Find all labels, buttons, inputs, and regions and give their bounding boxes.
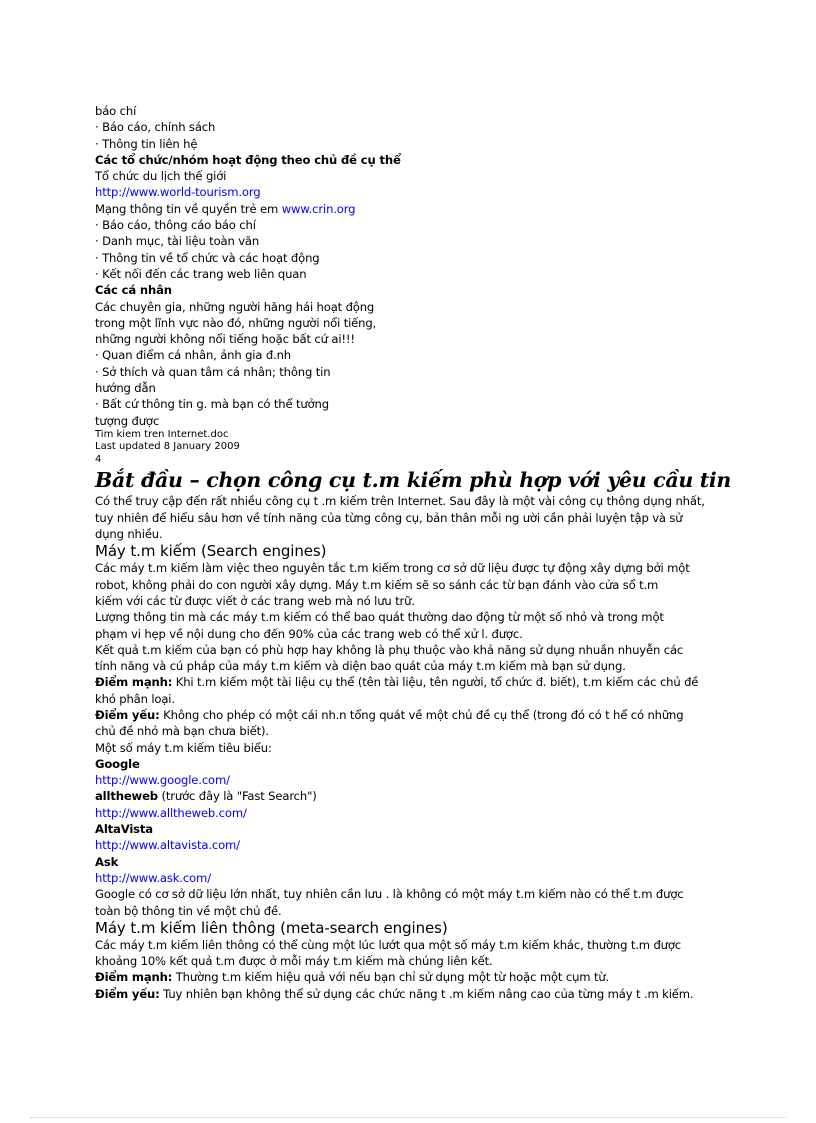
engine-line-alltheweb: alltheweb (trước đây là "Fast Search") [95,789,317,804]
paragraph-line: khó phân loại. [95,691,175,706]
org-name: Tổ chức du lịch thế giới [95,169,227,184]
paragraph-line: Một số máy t.m kiếm tiêu biểu: [95,740,272,755]
strength-line: Điểm mạnh: Khi t.m kiếm một tài liệu cụ thể (tên tài liệu, tên người, tổ chức đ. biết), t.m kiếm các chủ đề [95,675,699,690]
list-item: · Thông tin về tổ chức và các hoạt động [95,250,320,265]
text-line: trong một lĩnh vực nào đó, những người nổi tiếng, [95,315,377,330]
page-bottom-divider [30,1117,786,1118]
list-item: · Báo cáo, thông cáo báo chí [95,218,256,233]
paragraph-line: Kết quả t.m kiếm của bạn có phù hợp hay không là phụ thuộc vào khả năng sử dụng nhuần nhuyễn các [95,642,684,657]
paragraph-line: Lượng thông tin mà các máy t.m kiếm có thể bao quát thường dao động từ một số nhỏ và trong một [95,610,664,625]
world-tourism-link[interactable]: http://www.world-tourism.org [95,185,261,200]
paragraph-line: Các máy t.m kiếm làm việc theo nguyên tắc t.m kiếm trong cơ sở dữ liệu được tự động xây dựng bởi một [95,561,690,576]
paragraph-line: kiếm với các từ được viết ở các trang web mà nó lưu trữ. [95,593,415,608]
main-heading: Bắt đầu – chọn công cụ t.m kiếm phù hợp với yêu cầu tin [95,468,732,493]
paragraph-line: robot, không phải do con người xây dựng. Máy t.m kiếm sẽ so sánh các từ bạn đánh vào cửa sổ t.m [95,577,659,592]
list-item: · Sở thích và quan tâm cá nhân; thông tin [95,364,331,379]
text-line: báo chí [95,104,137,118]
footer-filename: Tim kiem tren Internet.doc [95,428,229,440]
search-engines-heading: Máy t.m kiếm (Search engines) [95,542,327,561]
altavista-link[interactable]: http://www.altavista.com/ [95,838,240,853]
crin-link[interactable]: www.crin.org [281,201,356,216]
list-item: · Kết nối đến các trang web liên quan [95,266,307,281]
meta-weakness-line: Điểm yếu: Tuy nhiên bạn không thể sử dụng các chức năng t .m kiếm nâng cao của từng máy t .m kiếm. [95,986,694,1001]
paragraph-line: tính năng và cú pháp của máy t.m kiếm và diện bao quát của máy t.m kiếm mà bạn sử dụng. [95,659,626,674]
page-number: 4 [95,453,102,465]
ask-link[interactable]: http://www.ask.com/ [95,870,211,885]
engine-name-google: Google [95,756,140,771]
paragraph-line: Các máy t.m kiếm liên thông có thể cùng một lúc lướt qua một số máy t.m kiếm khác, thường t.m được [95,937,682,952]
section-heading-individuals: Các cá nhân [95,283,172,298]
paragraph-line: phạm vi hẹp về nội dung cho đến 90% của các trang web có thể xử l. được. [95,626,523,641]
text-line: tượng được [95,413,160,428]
document-page [95,103,732,1002]
weakness-line: Điểm yếu: Không cho phép có một cái nh.n tổng quát về một chủ đề cụ thể (trong đó có t hể có những [95,708,684,722]
paragraph-line: Có thể truy cập đến rất nhiều công cụ t .m kiếm trên Internet. Sau đây là một vài công cụ thông dụng nhất, [95,494,705,509]
paragraph-line: Google có cơ sở dữ liệu lớn nhất, tuy nhiên cần lưu . là không có một máy t.m kiếm nào có thể t.m được [95,887,684,902]
paragraph-line: khoảng 10% kết quả t.m được ở mỗi máy t.m kiếm mà chúng liên kết. [95,954,493,969]
text-line: những người không nổi tiếng hoặc bất cứ ai!!! [95,332,355,347]
list-item: · Quan điểm cá nhân, ảnh gia đ.nh [95,348,292,363]
paragraph-line: tuy nhiên để hiểu sâu hơn về tính năng của từng công cụ, bản thân mỗi ng ười cần phải luyện tập và sử [95,510,683,525]
text-line: · Báo cáo, chính sách [95,120,216,135]
text-line: hướng dẫn [95,381,156,396]
section-heading-organizations: Các tổ chức/nhóm hoạt động theo chủ đề cụ thể [95,152,401,167]
text-line: Các chuyên gia, những người hăng hái hoạt động [95,299,375,314]
list-item: · Bất cứ thông tin g. mà bạn có thể tưởng [95,397,329,412]
meta-search-heading: Máy t.m kiếm liên thông (meta-search engines) [95,918,448,937]
paragraph-line: chủ đề nhỏ mà bạn chưa biết). [95,724,269,739]
text-line: · Thông tin liên hệ [95,136,198,151]
crin-line: Mạng thông tin về quyền trẻ em www.crin.org [95,201,356,216]
paragraph-line: dụng nhiều. [95,527,163,542]
engine-name-ask: Ask [95,854,119,869]
engine-name-altavista: AltaVista [95,822,153,837]
footer-updated: Last updated 8 January 2009 [95,441,240,453]
google-link[interactable]: http://www.google.com/ [95,773,230,788]
paragraph-line: toàn bộ thông tin về một chủ đề. [95,903,282,918]
alltheweb-link[interactable]: http://www.alltheweb.com/ [95,805,247,820]
list-item: · Danh mục, tài liệu toàn văn [95,234,260,249]
meta-strength-line: Điểm mạnh: Thường t.m kiếm hiệu quả với nếu bạn chỉ sử dụng một từ hoặc một cụm từ. [95,970,610,985]
